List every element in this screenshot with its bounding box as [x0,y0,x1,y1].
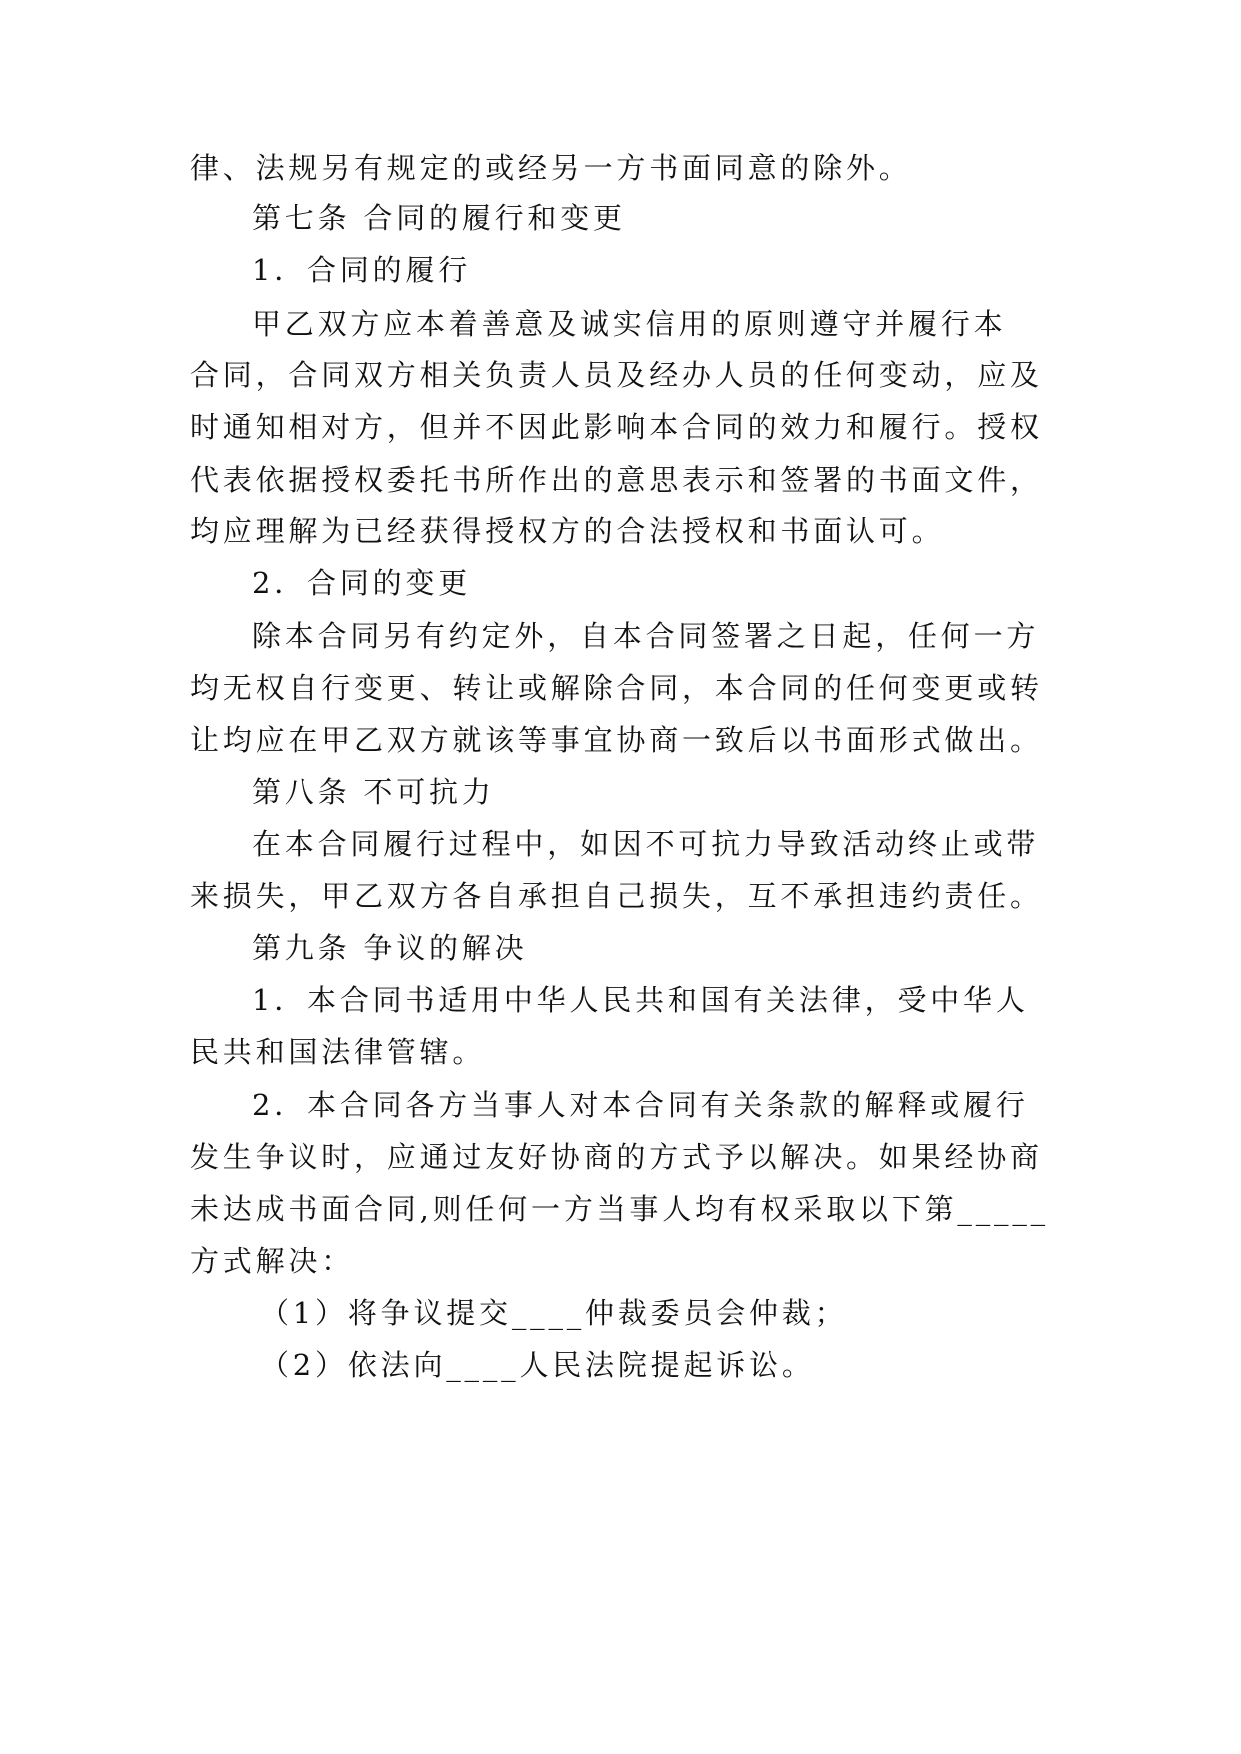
article-8-heading: 第八条 不可抗力 [252,775,495,809]
paragraph-line: 发生争议时，应通过友好协商的方式予以解决。如果经协商 [190,1140,1043,1174]
paragraph-line: 甲乙双方应本着善意及诚实信用的原则遵守并履行本 [252,307,1007,341]
paragraph-line: 律、法规另有规定的或经另一方书面同意的除外。 [190,151,912,185]
paragraph-line: 2．本合同各方当事人对本合同有关条款的解释或履行 [252,1088,1029,1122]
paragraph-line: 民共和国法律管辖。 [190,1035,486,1069]
section-heading-change: 2．合同的变更 [252,566,472,600]
list-item: （1）将争议提交____仲裁委员会仲裁； [260,1296,848,1330]
paragraph-line: 让均应在甲乙双方就该等事宜协商一致后以书面形式做出。 [190,723,1043,757]
paragraph-line: 除本合同另有约定外，自本合同签署之日起，任何一方 [252,619,1040,653]
paragraph-line: 来损失，甲乙双方各自承担自己损失，互不承担违约责任。 [190,879,1043,913]
article-9-heading: 第九条 争议的解决 [252,931,528,965]
paragraph-line: 均无权自行变更、转让或解除合同，本合同的任何变更或转 [190,671,1043,705]
paragraph-line: 均应理解为已经获得授权方的合法授权和书面认可。 [190,514,945,548]
paragraph-line: 在本合同履行过程中，如因不可抗力导致活动终止或带 [252,827,1040,861]
article-7-heading: 第七条 合同的履行和变更 [252,201,626,235]
paragraph-line: 未达成书面合同,则任何一方当事人均有权采取以下第_____ [190,1192,1049,1226]
paragraph-line: 时通知相对方，但并不因此影响本合同的效力和履行。授权 [190,410,1043,444]
paragraph-line: 方式解决： [190,1244,355,1278]
paragraph-line: 代表依据授权委托书所作出的意思表示和签署的书面文件， [190,463,1043,497]
paragraph-line: 合同，合同双方相关负责人员及经办人员的任何变动，应及 [190,358,1043,392]
list-item: （2）依法向____人民法院提起诉讼。 [260,1348,815,1382]
paragraph-line: 1．本合同书适用中华人民共和国有关法律，受中华人 [252,983,1029,1017]
section-heading-performance: 1．合同的履行 [252,253,472,287]
